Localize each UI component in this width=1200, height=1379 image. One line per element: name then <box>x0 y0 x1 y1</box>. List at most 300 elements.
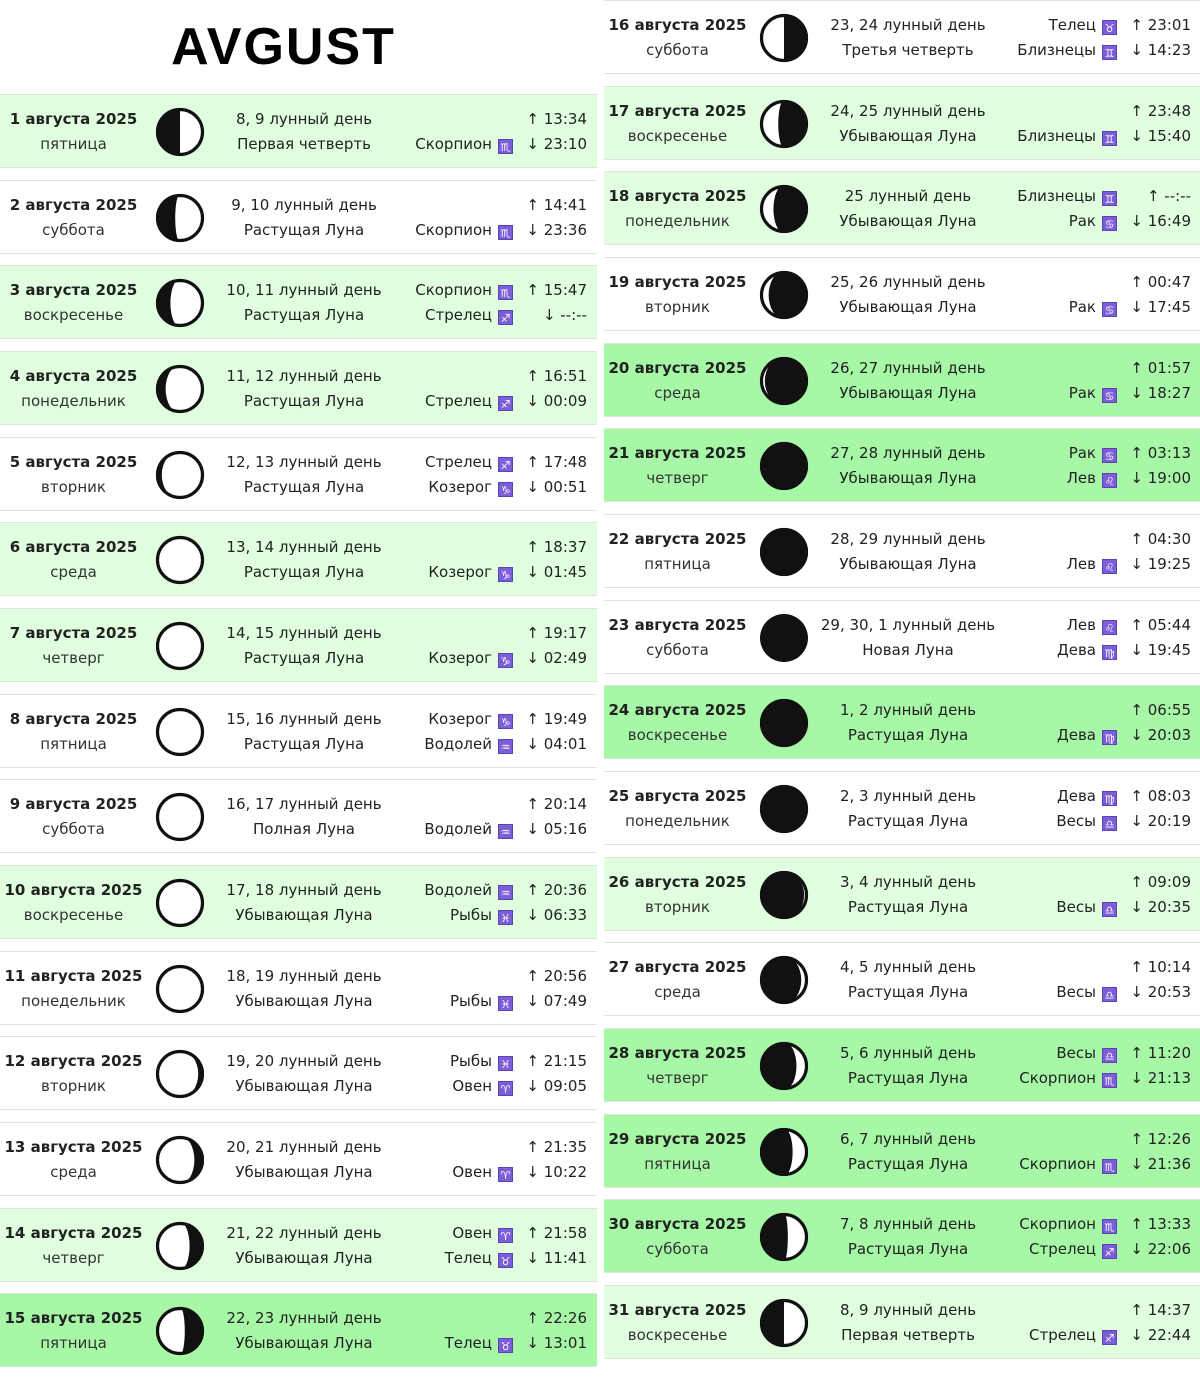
zodiac-signs <box>373 109 513 154</box>
day-date-block <box>604 872 751 917</box>
day-row <box>604 514 1200 588</box>
waxing-crescent-icon <box>756 781 812 837</box>
zodiac-sign <box>373 880 513 900</box>
moon-times <box>517 794 587 839</box>
day-row <box>604 1028 1200 1102</box>
zodiac-icon: ♌ <box>1102 620 1117 635</box>
day-date: 13 августа 2025 <box>4 1138 143 1157</box>
day-weekday: воскресенье <box>627 726 728 745</box>
zodiac-sign <box>977 383 1117 403</box>
day-date-block <box>0 537 147 582</box>
waxing-crescent-icon <box>756 952 812 1008</box>
zodiac-icon: ♒ <box>498 739 513 754</box>
moonset-time: ↓ 11:41 <box>526 1248 587 1267</box>
waning-gibbous-icon <box>152 1303 208 1359</box>
moon-times <box>517 1137 587 1182</box>
zodiac-name: Козерог <box>428 709 492 728</box>
zodiac-sign <box>977 1068 1117 1088</box>
moonrise-time: ↑ 06:55 <box>1130 701 1191 720</box>
day-weekday: суббота <box>646 1240 709 1259</box>
lunar-info <box>212 709 396 754</box>
lunar-day: 18, 19 лунный день <box>226 966 382 985</box>
zodiac-sign <box>977 297 1117 317</box>
day-weekday: четверг <box>646 1069 709 1088</box>
zodiac-name: Лев <box>1066 469 1096 488</box>
moon-phase <box>152 875 208 931</box>
moon-phase-name: Первая четверть <box>237 135 371 153</box>
zodiac-name: Дева <box>1057 640 1096 659</box>
calendar-column-right <box>604 0 1200 1371</box>
zodiac-sign <box>373 562 513 582</box>
zodiac-name: Скорпион <box>1019 1154 1096 1173</box>
moon-phase <box>756 1124 812 1180</box>
moon-phase <box>152 275 208 331</box>
moonrise-time: ↑ 04:30 <box>1130 530 1191 549</box>
zodiac-name: Лев <box>1066 555 1096 574</box>
day-row <box>0 94 597 168</box>
zodiac-sign <box>373 1333 513 1353</box>
lunar-day: 8, 9 лунный день <box>235 110 373 128</box>
day-date: 19 августа 2025 <box>608 273 747 292</box>
moonrise-time: ↑ 12:26 <box>1130 1129 1191 1148</box>
moonset-time: ↓ 16:49 <box>1130 212 1191 231</box>
moon-phase-name: Убывающая Луна <box>235 1334 373 1353</box>
moonset-time: ↓ 04:01 <box>526 734 587 753</box>
zodiac-name: Лев <box>1066 615 1096 634</box>
zodiac-icon: ♑ <box>498 482 513 497</box>
moon-phase <box>152 1303 208 1359</box>
day-row <box>604 86 1200 160</box>
moon-phase <box>152 704 208 760</box>
zodiac-icon: ♐ <box>1102 1330 1117 1345</box>
day-weekday: четверг <box>42 1248 105 1267</box>
lunar-info <box>212 623 396 668</box>
day-date: 31 августа 2025 <box>608 1301 747 1320</box>
day-date-block <box>604 1300 751 1345</box>
day-date-block <box>604 272 751 317</box>
moonset-time: ↓ 18:27 <box>1130 383 1191 402</box>
zodiac-sign <box>977 1214 1117 1234</box>
moonrise-time: ↑ 03:13 <box>1130 444 1191 463</box>
moon-phase-name: Растущая Луна <box>847 1069 969 1088</box>
zodiac-icon: ♒ <box>498 885 513 900</box>
day-weekday: вторник <box>645 897 710 916</box>
day-row <box>0 265 597 339</box>
lunar-info <box>816 957 1000 1002</box>
moon-phase-name: Растущая Луна <box>847 897 969 916</box>
lunar-day: 23, 24 лунный день <box>830 16 986 34</box>
zodiac-sign <box>373 1051 513 1071</box>
day-date: 23 августа 2025 <box>608 615 747 634</box>
day-row <box>604 1114 1200 1188</box>
lunar-day: 11, 12 лунный день <box>226 367 382 386</box>
zodiac-name: Близнецы <box>1017 41 1096 59</box>
moon-phase-name: Убывающая Луна <box>235 1077 373 1096</box>
moonset-time: ↓ 13:01 <box>526 1334 587 1353</box>
zodiac-signs <box>373 1223 513 1268</box>
day-weekday: пятница <box>40 135 107 153</box>
moonset-time: ↓ 00:51 <box>526 477 587 496</box>
moon-phase-name: Первая четверть <box>841 1326 975 1345</box>
day-date: 6 августа 2025 <box>9 538 138 557</box>
moonrise-time: ↑ 18:37 <box>526 538 587 557</box>
day-date-block <box>0 709 147 754</box>
zodiac-icon: ♈ <box>498 1167 513 1182</box>
lunar-info <box>816 101 1000 146</box>
moon-phase <box>756 353 812 409</box>
zodiac-name: Весы <box>1056 983 1096 1002</box>
zodiac-signs <box>373 880 513 925</box>
day-date-block <box>604 15 751 60</box>
lunar-day: 6, 7 лунный день <box>839 1129 977 1148</box>
day-date-block <box>0 452 147 497</box>
zodiac-icon: ♍ <box>1102 791 1117 806</box>
moonrise-time: ↑ 20:36 <box>526 881 587 900</box>
day-date: 11 августа 2025 <box>4 966 143 985</box>
zodiac-icon: ♏ <box>498 225 513 240</box>
zodiac-name: Телец <box>444 1334 492 1353</box>
zodiac-sign <box>977 186 1117 206</box>
zodiac-sign <box>977 15 1117 35</box>
moonset-time: ↓ 23:36 <box>526 220 587 239</box>
moon-phase <box>756 96 812 152</box>
lunar-day: 4, 5 лунный день <box>839 958 977 977</box>
waning-crescent-icon <box>756 96 812 152</box>
day-weekday: суббота <box>646 640 709 659</box>
day-date-block <box>0 366 147 411</box>
moonset-time: ↓ 19:25 <box>1130 555 1191 574</box>
zodiac-signs <box>977 700 1117 745</box>
moon-times <box>1121 957 1191 1002</box>
day-row <box>604 257 1200 331</box>
zodiac-sign <box>373 452 513 472</box>
moonrise-time: ↑ 09:09 <box>1130 872 1191 891</box>
zodiac-signs <box>373 623 513 668</box>
lunar-day: 7, 8 лунный день <box>839 1215 977 1234</box>
moonset-time: ↓ 19:45 <box>1130 640 1191 659</box>
lunar-info <box>816 1214 1000 1259</box>
moonrise-time: ↑ 13:33 <box>1130 1215 1191 1234</box>
zodiac-name: Весы <box>1056 1044 1096 1063</box>
day-weekday: воскресенье <box>23 906 124 925</box>
day-row <box>0 779 597 853</box>
day-row <box>604 600 1200 674</box>
moon-phase-name: Растущая Луна <box>847 726 969 745</box>
zodiac-name: Стрелец <box>425 452 492 471</box>
moon-phase-name: Растущая Луна <box>243 477 365 496</box>
lunar-day: 24, 25 лунный день <box>830 101 986 120</box>
moon-phase <box>152 104 208 160</box>
moonrise-time: ↑ 19:49 <box>526 709 587 728</box>
day-row <box>604 1199 1200 1273</box>
zodiac-sign <box>977 1154 1117 1174</box>
moon-phase-name: Растущая Луна <box>243 220 365 239</box>
lunar-day: 21, 22 лунный день <box>226 1223 382 1242</box>
zodiac-icon: ♎ <box>1102 816 1117 831</box>
zodiac-signs <box>977 186 1117 231</box>
zodiac-name: Водолей <box>424 881 492 900</box>
zodiac-sign <box>373 477 513 497</box>
zodiac-name: Скорпион <box>1019 1215 1096 1234</box>
moonset-time: ↓ 23:10 <box>526 135 587 153</box>
zodiac-icon: ♏ <box>498 285 513 300</box>
zodiac-name: Рак <box>1068 444 1096 463</box>
moon-phase-name: Убывающая Луна <box>839 555 977 574</box>
day-row <box>0 1122 597 1196</box>
zodiac-signs <box>977 1043 1117 1088</box>
day-date-block <box>604 101 751 146</box>
day-row <box>0 1293 597 1367</box>
moonset-time: ↓ 20:03 <box>1130 726 1191 745</box>
zodiac-name: Водолей <box>424 820 492 839</box>
day-weekday: четверг <box>646 469 709 488</box>
moon-phase-name: Растущая Луна <box>243 306 365 325</box>
zodiac-icon: ♎ <box>1102 987 1117 1002</box>
moonrise-time: ↑ 16:51 <box>526 367 587 386</box>
zodiac-icon: ♐ <box>498 457 513 472</box>
zodiac-name: Весы <box>1056 812 1096 831</box>
zodiac-sign <box>373 280 513 300</box>
moon-times <box>1121 186 1191 231</box>
day-date: 30 августа 2025 <box>608 1215 747 1234</box>
moon-phase-name: Убывающая Луна <box>839 126 977 145</box>
zodiac-sign <box>977 897 1117 917</box>
lunar-info <box>212 880 396 925</box>
zodiac-signs <box>373 1137 513 1182</box>
moon-times <box>517 280 587 325</box>
moonset-time: ↓ 17:45 <box>1130 298 1191 317</box>
lunar-info <box>212 1137 396 1182</box>
moon-phase-name: Третья четверть <box>842 41 974 59</box>
zodiac-name: Водолей <box>424 734 492 753</box>
moonset-time: ↓ 20:53 <box>1130 983 1191 1002</box>
lunar-day: 2, 3 лунный день <box>839 787 977 806</box>
waning-crescent-icon <box>756 353 812 409</box>
day-date-block <box>604 1043 751 1088</box>
zodiac-signs <box>977 1214 1117 1259</box>
zodiac-icon: ♊ <box>1102 45 1117 60</box>
day-row <box>604 428 1200 502</box>
day-date: 26 августа 2025 <box>608 872 747 891</box>
lunar-day: 15, 16 лунный день <box>226 709 382 728</box>
moon-phase-name: Убывающая Луна <box>235 1163 373 1182</box>
moon-phase <box>152 190 208 246</box>
zodiac-icon: ♋ <box>1102 448 1117 463</box>
zodiac-icon: ♏ <box>1102 1219 1117 1234</box>
moon-phase-name: Новая Луна <box>862 640 954 659</box>
day-row <box>0 437 597 511</box>
moonrise-time: ↑ 15:47 <box>526 281 587 300</box>
day-weekday: пятница <box>644 555 711 574</box>
moonset-time: ↓ 10:22 <box>526 1163 587 1182</box>
zodiac-sign <box>373 648 513 668</box>
zodiac-name: Рыбы <box>450 906 492 925</box>
moon-times <box>517 366 587 411</box>
zodiac-sign <box>977 615 1117 635</box>
lunar-info <box>816 872 1000 917</box>
lunar-info <box>816 186 1000 231</box>
moon-phase <box>152 1218 208 1274</box>
day-weekday: среда <box>654 383 701 402</box>
day-date: 29 августа 2025 <box>608 1129 747 1148</box>
day-row <box>0 1036 597 1110</box>
lunar-day: 29, 30, 1 лунный день <box>820 615 996 634</box>
moon-phase <box>756 10 812 66</box>
moonrise-time: ↑ 11:20 <box>1130 1044 1191 1063</box>
moon-phase <box>152 447 208 503</box>
moonrise-time: ↑ 01:57 <box>1130 358 1191 377</box>
moon-times <box>517 109 587 154</box>
zodiac-icon: ♏ <box>1102 1159 1117 1174</box>
day-date-block <box>604 1129 751 1174</box>
zodiac-signs <box>373 537 513 582</box>
moonset-time: ↓ 06:33 <box>526 906 587 925</box>
day-date: 27 августа 2025 <box>608 958 747 977</box>
moon-times <box>517 452 587 497</box>
zodiac-icon: ♉ <box>498 1338 513 1353</box>
zodiac-icon: ♈ <box>498 1081 513 1096</box>
moonset-time: ↓ 20:35 <box>1130 897 1191 916</box>
day-weekday: среда <box>50 563 97 582</box>
moon-times <box>1121 1043 1191 1088</box>
day-date: 12 августа 2025 <box>4 1052 143 1071</box>
zodiac-icon: ♉ <box>498 1253 513 1268</box>
day-date-block <box>0 1137 147 1182</box>
moon-phase-name: Убывающая Луна <box>839 469 977 488</box>
moon-times <box>1121 1214 1191 1259</box>
zodiac-name: Близнецы <box>1017 126 1096 145</box>
lunar-info <box>212 966 396 1011</box>
lunar-info <box>212 366 396 411</box>
zodiac-sign <box>373 1248 513 1268</box>
lunar-info <box>816 358 1000 403</box>
zodiac-signs <box>373 709 513 754</box>
moon-phase <box>756 610 812 666</box>
moon-times <box>1121 786 1191 831</box>
day-date: 14 августа 2025 <box>4 1223 143 1242</box>
moon-phase-name: Растущая Луна <box>847 1154 969 1173</box>
day-date-block <box>604 443 751 488</box>
moon-times <box>1121 700 1191 745</box>
moon-phase-name: Убывающая Луна <box>235 906 373 925</box>
day-row <box>0 180 597 254</box>
full-moon-icon <box>152 789 208 845</box>
zodiac-signs <box>977 272 1117 317</box>
zodiac-name: Дева <box>1057 726 1096 745</box>
lunar-day: 27, 28 лунный день <box>830 444 986 463</box>
lunar-day: 26, 27 лунный день <box>830 358 986 377</box>
zodiac-icon: ♐ <box>1102 1244 1117 1259</box>
moonset-time: ↓ 15:40 <box>1130 126 1191 145</box>
moon-times <box>517 537 587 582</box>
zodiac-icon: ♐ <box>498 310 513 325</box>
zodiac-icon: ♍ <box>1102 645 1117 660</box>
moon-phase-name: Растущая Луна <box>243 734 365 753</box>
lunar-info <box>212 280 396 325</box>
moonrise-time: ↑ 21:15 <box>526 1052 587 1071</box>
moon-phase <box>152 361 208 417</box>
waning-gibbous-icon <box>152 1218 208 1274</box>
day-row <box>604 942 1200 1016</box>
zodiac-icon: ♊ <box>1102 131 1117 146</box>
moonrise-time: ↑ 20:56 <box>526 966 587 985</box>
day-row <box>604 857 1200 931</box>
waning-gibbous-icon <box>152 1132 208 1188</box>
moon-times <box>517 623 587 668</box>
lunar-day: 22, 23 лунный день <box>226 1309 382 1328</box>
moonset-time: ↓ 05:16 <box>526 820 587 839</box>
zodiac-sign <box>373 905 513 925</box>
moon-phase <box>756 267 812 323</box>
day-date: 24 августа 2025 <box>608 701 747 720</box>
day-date-block <box>0 794 147 839</box>
lunar-info <box>212 794 396 839</box>
zodiac-icon: ♏ <box>498 139 513 154</box>
zodiac-name: Скорпион <box>1019 1069 1096 1088</box>
day-weekday: среда <box>654 983 701 1002</box>
day-date: 15 августа 2025 <box>4 1309 143 1328</box>
zodiac-name: Телец <box>444 1248 492 1267</box>
zodiac-signs <box>977 101 1117 146</box>
day-date-block <box>604 957 751 1002</box>
lunar-info <box>212 1308 396 1353</box>
zodiac-sign <box>977 786 1117 806</box>
moon-times <box>517 1051 587 1096</box>
zodiac-name: Рак <box>1068 298 1096 317</box>
day-row <box>0 951 597 1025</box>
moon-times <box>1121 15 1191 60</box>
zodiac-signs <box>977 1300 1117 1345</box>
zodiac-sign <box>373 391 513 411</box>
moon-times <box>1121 1300 1191 1345</box>
lunar-info <box>816 443 1000 488</box>
moonset-time: ↓ 00:09 <box>526 392 587 411</box>
day-date: 3 августа 2025 <box>9 281 138 300</box>
moon-phase <box>756 952 812 1008</box>
lunar-day: 8, 9 лунный день <box>839 1301 977 1320</box>
zodiac-name: Весы <box>1056 897 1096 916</box>
waxing-crescent-icon <box>756 1209 812 1265</box>
zodiac-icon: ♍ <box>1102 730 1117 745</box>
moon-phase <box>756 1209 812 1265</box>
day-date: 7 августа 2025 <box>9 624 138 643</box>
zodiac-sign <box>977 1239 1117 1259</box>
zodiac-name: Стрелец <box>425 306 492 325</box>
moonrise-time: ↑ 23:01 <box>1130 16 1191 34</box>
day-date-block <box>604 786 751 831</box>
day-date-block <box>604 186 751 231</box>
lunar-info <box>816 1129 1000 1174</box>
zodiac-icon: ♈ <box>498 1228 513 1243</box>
day-date: 2 августа 2025 <box>9 195 138 214</box>
day-row <box>0 694 597 768</box>
waxing-gibbous-icon <box>152 361 208 417</box>
day-date: 8 августа 2025 <box>9 709 138 728</box>
day-date: 20 августа 2025 <box>608 358 747 377</box>
moon-times <box>517 966 587 1011</box>
day-weekday: суббота <box>42 820 105 839</box>
lunar-day: 17, 18 лунный день <box>226 881 382 900</box>
zodiac-name: Козерог <box>428 477 492 496</box>
moonset-time: ↓ 01:45 <box>526 563 587 582</box>
waning-crescent-icon <box>756 524 812 580</box>
moonrise-time: ↑ 14:41 <box>526 195 587 214</box>
zodiac-icon: ♒ <box>498 824 513 839</box>
day-weekday: воскресенье <box>627 126 728 145</box>
moon-phase <box>756 867 812 923</box>
day-weekday: вторник <box>41 477 106 496</box>
day-weekday: понедельник <box>625 812 730 831</box>
